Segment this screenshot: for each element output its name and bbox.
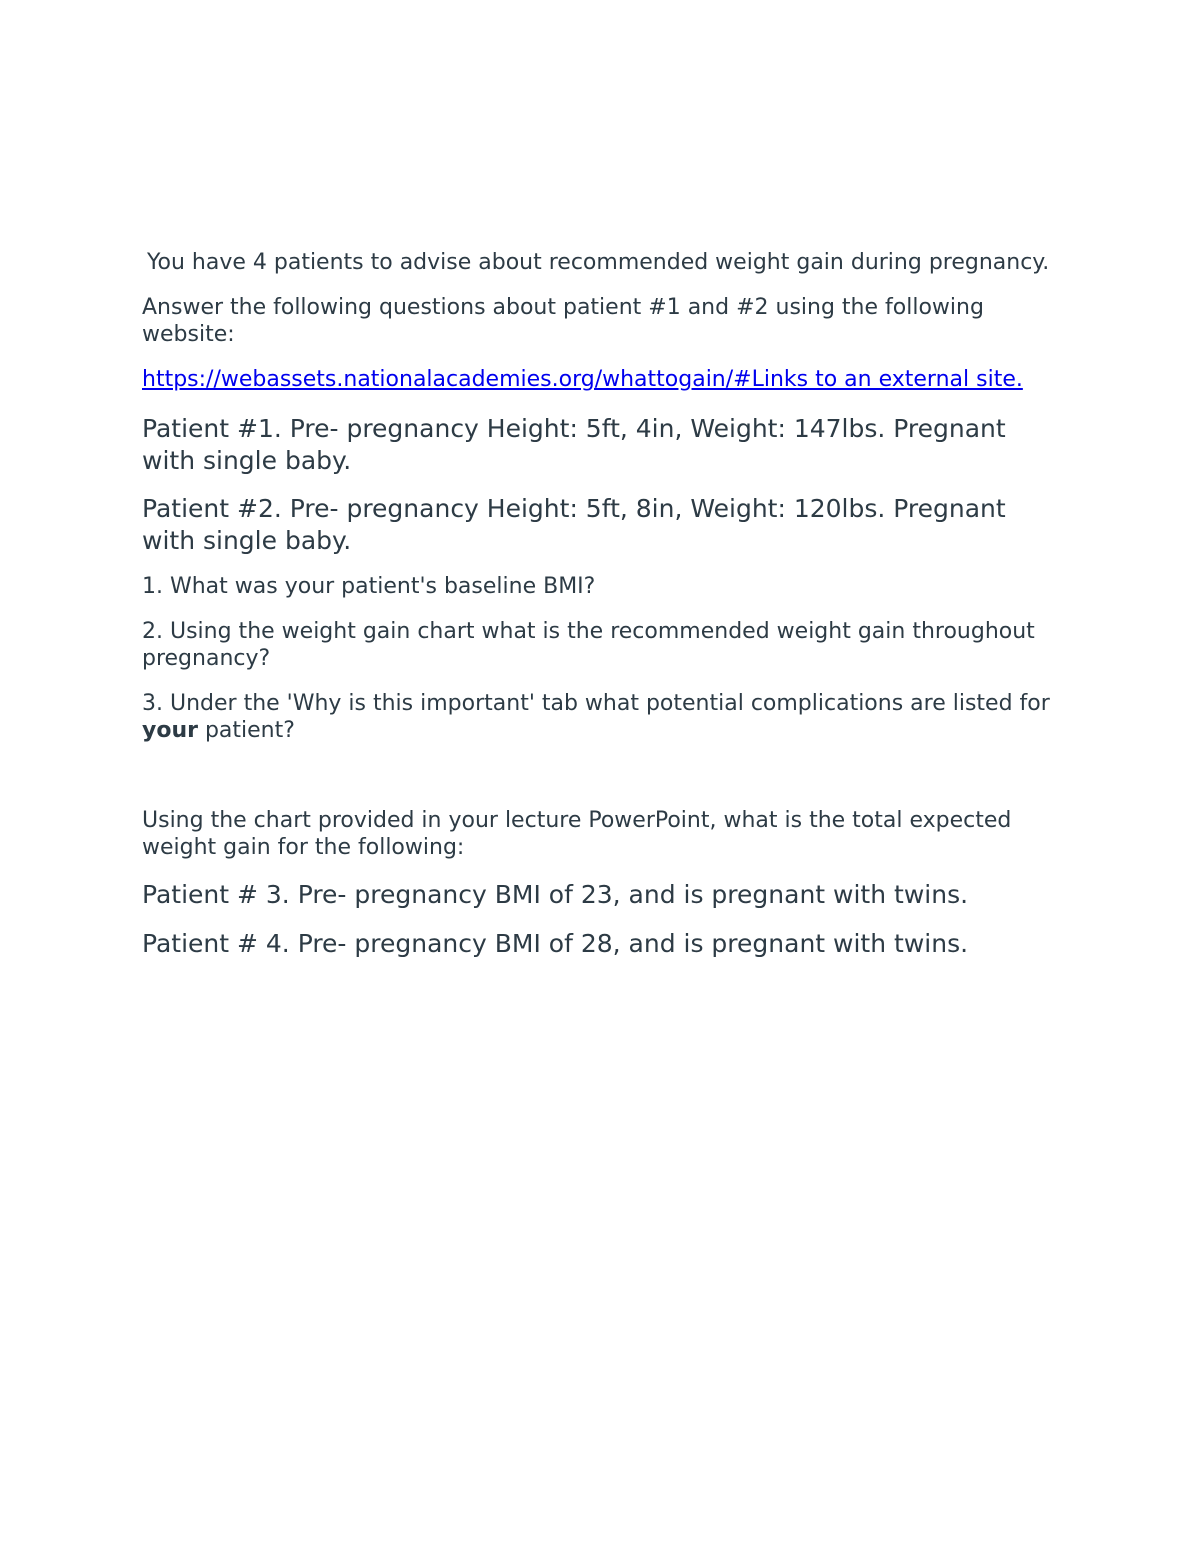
intro-text: You have 4 patients to advise about recommended weight gain during pregnancy. xyxy=(147,250,1050,275)
question-3 xyxy=(142,690,1062,744)
chart-instructions: Using the chart provided in your lecture PowerPoint, what is the total expected weight gain for the following: xyxy=(142,808,1012,860)
patient-1: Patient #1. Pre- pregnancy Height: 5ft, 4in, Weight: 147lbs. Pregnant with single baby. xyxy=(142,414,1006,475)
question-2: 2. Using the weight gain chart what is the recommended weight gain throughout pregnancy? xyxy=(142,619,1035,671)
question-3-text: 3. Under the 'Why is this important' tab what potential complications are listed for xyxy=(142,691,1050,716)
assignment-document xyxy=(142,249,1062,977)
question-3-emphasis: your xyxy=(142,718,198,743)
question-3-tail: patient? xyxy=(197,718,295,743)
website-link[interactable]: https://webassets.nationalacademies.org/whattogain/#Links to an external site. xyxy=(142,367,1023,392)
patient-3: Patient # 3. Pre- pregnancy BMI of 23, and is pregnant with twins. xyxy=(142,880,969,909)
link-paragraph xyxy=(142,366,1062,393)
website-instructions: Answer the following questions about patient #1 and #2 using the following website: xyxy=(142,295,984,347)
patient-4: Patient # 4. Pre- pregnancy BMI of 28, and is pregnant with twins. xyxy=(142,929,969,958)
patient-2: Patient #2. Pre- pregnancy Height: 5ft, 8in, Weight: 120lbs. Pregnant with single baby. xyxy=(142,494,1006,555)
question-1: 1. What was your patient's baseline BMI? xyxy=(142,574,596,599)
